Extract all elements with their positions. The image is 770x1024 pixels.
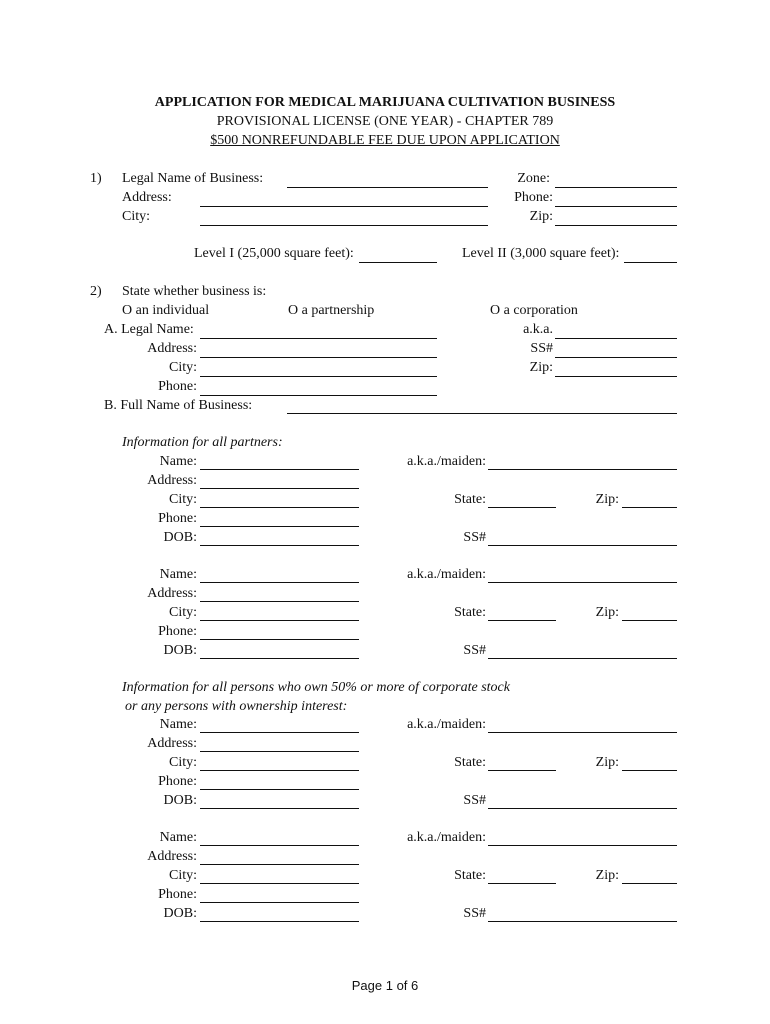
fee-notice: $500 NONREFUNDABLE FEE DUE UPON APPLICATION <box>210 133 560 148</box>
owner-1-name-label: Name: <box>159 717 197 732</box>
aka-field[interactable] <box>555 338 677 339</box>
a-legal-name-label: A. Legal Name: <box>104 322 194 337</box>
city-field[interactable] <box>200 225 488 226</box>
owner-1-state-field[interactable] <box>488 770 556 771</box>
a-zip-label: Zip: <box>529 360 553 375</box>
owner-1-city-label: City: <box>168 755 197 770</box>
option-individual[interactable]: O an individual <box>122 303 210 318</box>
a-phone-field[interactable] <box>200 395 437 396</box>
a-phone-label: Phone: <box>158 379 197 394</box>
section-1-number: 1) <box>90 171 102 186</box>
owner-1-phone-field[interactable] <box>200 789 359 790</box>
level-2-field[interactable] <box>624 262 677 263</box>
partner-1-address-field[interactable] <box>200 488 359 489</box>
b-full-name-label: B. Full Name of Business: <box>104 398 253 413</box>
a-city-label: City: <box>168 360 197 375</box>
owner-1-ss-label: SS# <box>463 793 486 808</box>
zone-field[interactable] <box>555 187 677 188</box>
owner-2-ss-field[interactable] <box>488 921 677 922</box>
a-zip-field[interactable] <box>555 376 677 377</box>
partner-1-zip-field[interactable] <box>622 507 677 508</box>
owner-2-zip-label: Zip: <box>595 868 619 883</box>
partner-1-name-label: Name: <box>159 454 197 469</box>
section-2-number: 2) <box>90 284 102 299</box>
partner-1-dob-label: DOB: <box>163 530 197 545</box>
owner-1-address-field[interactable] <box>200 751 359 752</box>
legal-name-label: Legal Name of Business: <box>122 171 264 186</box>
zip-label: Zip: <box>529 209 553 224</box>
partner-1-dob-field[interactable] <box>200 545 359 546</box>
ss-label: SS# <box>530 341 553 356</box>
partner-1-state-field[interactable] <box>488 507 556 508</box>
a-legal-name-field[interactable] <box>200 338 437 339</box>
partner-2-ss-field[interactable] <box>488 658 677 659</box>
owner-1-address-label: Address: <box>147 736 197 751</box>
level-2-label: Level II (3,000 square feet): <box>462 246 620 261</box>
form-title: APPLICATION FOR MEDICAL MARIJUANA CULTIVATION BUSINESS <box>154 95 616 110</box>
partner-2-city-field[interactable] <box>200 620 359 621</box>
partner-1-name-field[interactable] <box>200 469 359 470</box>
partner-1-aka-field[interactable] <box>488 469 677 470</box>
owner-1-state-label: State: <box>454 755 486 770</box>
address-field[interactable] <box>200 206 488 207</box>
partner-2-address-label: Address: <box>147 586 197 601</box>
partner-2-phone-field[interactable] <box>200 639 359 640</box>
owner-2-state-label: State: <box>454 868 486 883</box>
owner-2-aka-field[interactable] <box>488 845 677 846</box>
zip-field[interactable] <box>555 225 677 226</box>
owner-1-zip-label: Zip: <box>595 755 619 770</box>
partners-heading: Information for all partners: <box>122 435 283 450</box>
phone-label: Phone: <box>514 190 553 205</box>
owner-2-ss-label: SS# <box>463 906 486 921</box>
partner-2-name-field[interactable] <box>200 582 359 583</box>
partner-2-zip-field[interactable] <box>622 620 677 621</box>
owners-heading-line-1: Information for all persons who own 50% or more of corporate stock <box>122 680 510 695</box>
partner-2-state-label: State: <box>454 605 486 620</box>
owner-1-city-field[interactable] <box>200 770 359 771</box>
partner-2-zip-label: Zip: <box>595 605 619 620</box>
partner-2-aka-field[interactable] <box>488 582 677 583</box>
owners-heading-line-2: or any persons with ownership interest: <box>125 699 348 714</box>
partner-2-ss-label: SS# <box>463 643 486 658</box>
partner-1-city-field[interactable] <box>200 507 359 508</box>
legal-name-field[interactable] <box>287 187 488 188</box>
option-corporation[interactable]: O a corporation <box>490 303 578 318</box>
a-city-field[interactable] <box>200 376 437 377</box>
form-subtitle: PROVISIONAL LICENSE (ONE YEAR) - CHAPTER 789 <box>216 114 554 129</box>
address-label: Address: <box>122 190 172 205</box>
partner-2-address-field[interactable] <box>200 601 359 602</box>
partner-1-address-label: Address: <box>147 473 197 488</box>
partner-2-city-label: City: <box>168 605 197 620</box>
partner-1-state-label: State: <box>454 492 486 507</box>
owner-1-aka-field[interactable] <box>488 732 677 733</box>
page-number: Page 1 of 6 <box>351 978 419 993</box>
owner-2-city-field[interactable] <box>200 883 359 884</box>
owner-2-address-field[interactable] <box>200 864 359 865</box>
a-address-label: Address: <box>147 341 197 356</box>
owner-2-phone-label: Phone: <box>158 887 197 902</box>
owner-1-dob-field[interactable] <box>200 808 359 809</box>
owner-2-name-label: Name: <box>159 830 197 845</box>
ss-field[interactable] <box>555 357 677 358</box>
partner-1-phone-field[interactable] <box>200 526 359 527</box>
owner-2-aka-label: a.k.a./maiden: <box>407 830 486 845</box>
partner-2-state-field[interactable] <box>488 620 556 621</box>
partner-1-ss-label: SS# <box>463 530 486 545</box>
owner-2-zip-field[interactable] <box>622 883 677 884</box>
owner-1-ss-field[interactable] <box>488 808 677 809</box>
owner-2-address-label: Address: <box>147 849 197 864</box>
owner-1-phone-label: Phone: <box>158 774 197 789</box>
aka-label: a.k.a. <box>523 322 553 337</box>
a-address-field[interactable] <box>200 357 437 358</box>
owner-1-aka-label: a.k.a./maiden: <box>407 717 486 732</box>
partner-1-phone-label: Phone: <box>158 511 197 526</box>
phone-field[interactable] <box>555 206 677 207</box>
city-label: City: <box>122 209 151 224</box>
owner-2-name-field[interactable] <box>200 845 359 846</box>
level-1-label: Level I (25,000 square feet): <box>194 246 354 261</box>
partner-2-phone-label: Phone: <box>158 624 197 639</box>
owner-1-name-field[interactable] <box>200 732 359 733</box>
option-partnership[interactable]: O a partnership <box>288 303 375 318</box>
owner-2-dob-label: DOB: <box>163 906 197 921</box>
partner-2-aka-label: a.k.a./maiden: <box>407 567 486 582</box>
zone-label: Zone: <box>517 171 550 186</box>
b-full-name-field[interactable] <box>287 413 677 414</box>
partner-1-city-label: City: <box>168 492 197 507</box>
level-1-field[interactable] <box>359 262 437 263</box>
owner-1-zip-field[interactable] <box>622 770 677 771</box>
partner-2-name-label: Name: <box>159 567 197 582</box>
business-type-prompt: State whether business is: <box>122 284 267 299</box>
owner-2-state-field[interactable] <box>488 883 556 884</box>
partner-1-aka-label: a.k.a./maiden: <box>407 454 486 469</box>
owner-2-phone-field[interactable] <box>200 902 359 903</box>
partner-1-zip-label: Zip: <box>595 492 619 507</box>
owner-2-dob-field[interactable] <box>200 921 359 922</box>
partner-2-dob-field[interactable] <box>200 658 359 659</box>
owner-2-city-label: City: <box>168 868 197 883</box>
partner-2-dob-label: DOB: <box>163 643 197 658</box>
partner-1-ss-field[interactable] <box>488 545 677 546</box>
owner-1-dob-label: DOB: <box>163 793 197 808</box>
